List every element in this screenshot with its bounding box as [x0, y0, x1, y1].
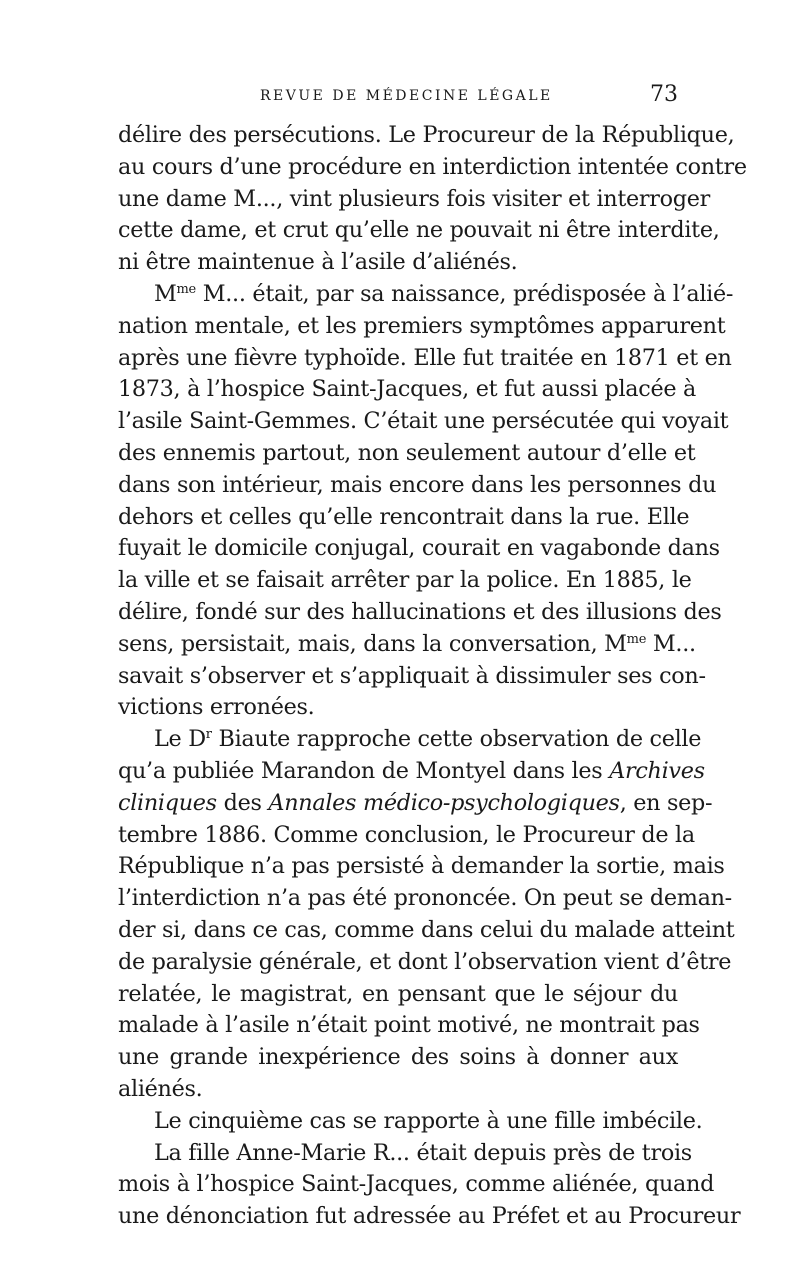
text-line: l’interdiction n’a pas été prononcée. On peut se deman- — [118, 885, 732, 912]
text-line: délire des persécutions. Le Procureur de la République, — [118, 122, 735, 148]
line-part: Biaute rapproche cette observation de celle — [211, 726, 702, 753]
text-line: der si, dans ce cas, comme dans celui du malade atteint — [118, 916, 735, 943]
line-part: qu’a publiée Marandon de Montyel dans les — [118, 757, 610, 784]
line-part: M — [154, 280, 177, 307]
text-line — [118, 756, 705, 788]
text-line: après une fièvre typhoïde. Elle fut traitée en 1871 et en — [118, 344, 732, 371]
text-line: savait s’observer et s’appliquait à dissimuler ses con- — [118, 662, 706, 689]
text-line: mois à l’hospice Saint-Jacques, comme aliénée, quand — [118, 1171, 715, 1198]
text-line: République n’a pas persisté à demander la sortie, mais — [118, 853, 725, 880]
text-line: 1873, à l’hospice Saint-Jacques, et fut aussi placée à — [118, 376, 697, 403]
journal-title: cliniques — [118, 789, 217, 816]
running-title: REVUE DE MÉDECINE LÉGALE — [260, 88, 553, 104]
text-line: relatée, le magistrat, en pensant que le séjour du — [118, 980, 678, 1007]
text-line: la ville et se faisait arrêter par la police. En 1885, le — [118, 567, 692, 594]
text-line: l’asile Saint-Gemmes. C’était une persécutée qui voyait — [118, 408, 729, 435]
text-line: La fille Anne-Marie R... était depuis près de trois — [154, 1139, 692, 1166]
line-part: , en sep- — [619, 789, 713, 816]
page-number: 73 — [650, 82, 678, 107]
superscript: r — [205, 727, 212, 743]
text-line: une dénonciation fut adressée au Préfet et au Procureur — [118, 1203, 741, 1230]
text-line: délire, fondé sur des hallucinations et des illusions des — [118, 598, 722, 625]
text-line: de paralysie générale, et dont l’observation vient d’être — [118, 948, 732, 975]
text-line: nation mentale, et les premiers symptômes apparurent — [118, 312, 726, 339]
text-line: ni être maintenue à l’asile d’aliénés. — [118, 249, 518, 276]
text-line: dans son intérieur, mais encore dans les personnes du — [118, 471, 717, 498]
superscript: me — [176, 281, 196, 297]
text-line: au cours d’une procédure en interdiction intentée contre — [118, 153, 747, 180]
text-line — [118, 788, 713, 820]
text-line — [118, 724, 702, 756]
line-part: des — [216, 789, 269, 816]
text-line: une dame M..., vint plusieurs fois visiter et interroger — [118, 185, 710, 212]
text-line: victions erronées. — [118, 694, 315, 721]
book-page — [118, 82, 747, 1233]
text-line: malade à l’asile n’était point motivé, ne montrait pas — [118, 1012, 700, 1039]
line-part: M... — [646, 630, 696, 657]
line-part: sens, persistait, mais, dans la conversation, M — [118, 630, 627, 657]
journal-title: Annales médico-psychologiques — [268, 789, 620, 816]
text-line — [118, 629, 696, 661]
text-line: cette dame, et crut qu’elle ne pouvait ni être interdite, — [118, 217, 720, 244]
text-line: des ennemis partout, non seulement autour d’elle et — [118, 439, 696, 466]
text-line: dehors et celles qu’elle rencontrait dans la rue. Elle — [118, 503, 690, 530]
body-text — [118, 120, 747, 1233]
superscript: me — [626, 631, 647, 647]
text-line: aliénés. — [118, 1075, 203, 1102]
line-part: M... était, par sa naissance, prédisposée à l’alié- — [195, 280, 734, 307]
text-line: Le cinquième cas se rapporte à une fille imbécile. — [154, 1107, 703, 1134]
text-line: une grande inexpérience des soins à donner aux — [118, 1044, 678, 1071]
text-line — [118, 279, 734, 311]
text-line: tembre 1886. Comme conclusion, le Procureur de la — [118, 821, 695, 848]
journal-title: Archives — [609, 757, 705, 784]
text-line: fuyait le domicile conjugal, courait en vagabonde dans — [118, 535, 720, 562]
line-part: Le D — [154, 726, 206, 753]
running-head — [118, 84, 678, 120]
